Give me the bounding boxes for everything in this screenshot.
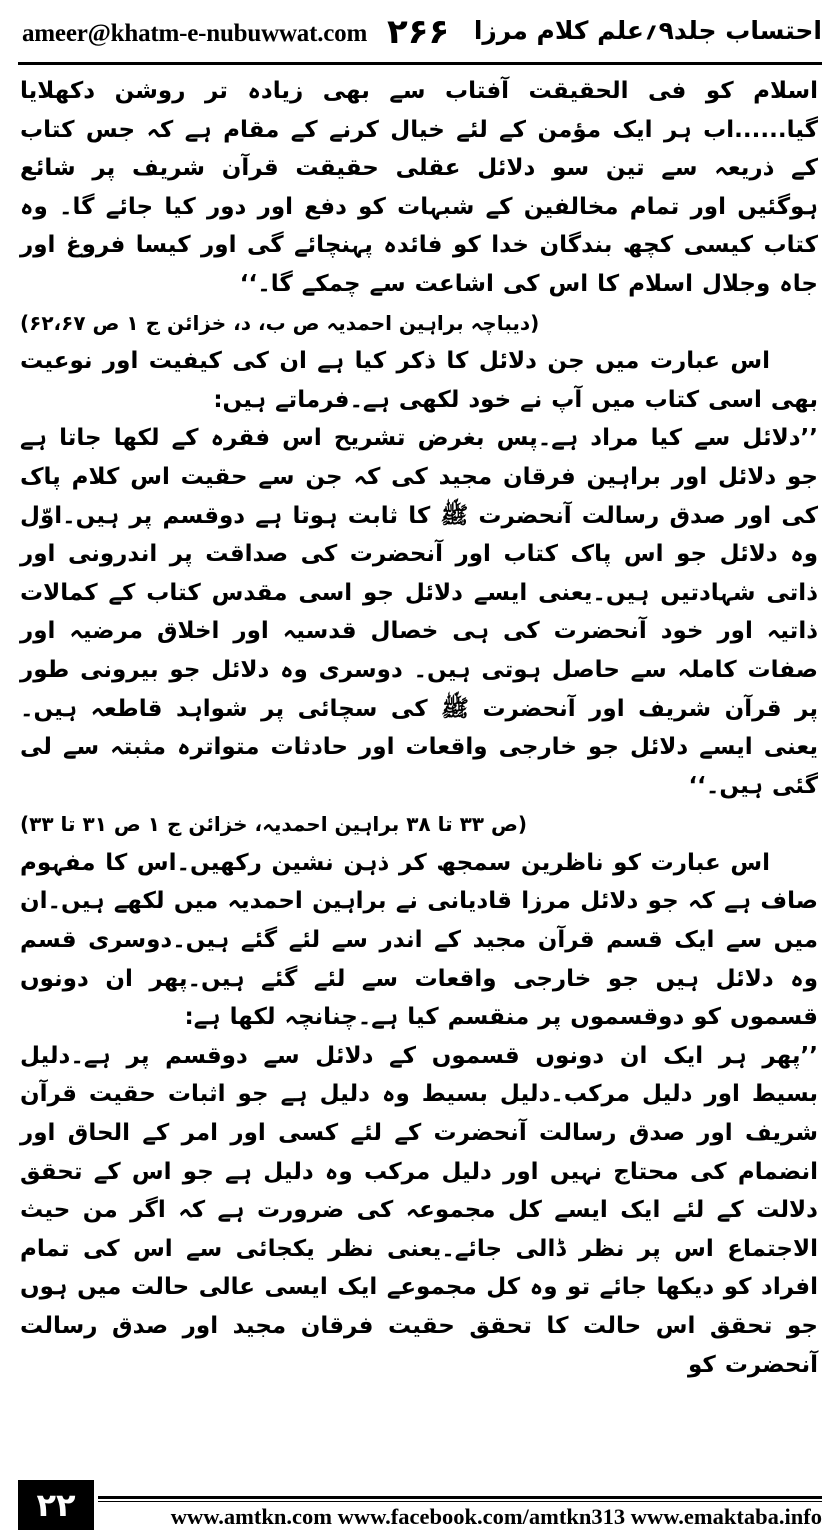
header-book-title: احتساب جلد۹؍علم کلام مرزا: [473, 16, 822, 45]
page-body: [20, 72, 818, 1384]
page-footer: [18, 1480, 822, 1532]
footer-divider: [98, 1496, 822, 1499]
footer-divider-thin: [98, 1501, 822, 1502]
paragraph-quote-end: اسلام کو فی الحقیقت آفتاب سے بھی زیادہ تر روشن دکھلایا گیا......اب ہر ایک مؤمن کے لئے خیال کرنے کے مقام ہے کہ جس کتاب کے ذریعہ سے تین سو دلائل عقلی حقیقت قرآن شریف پر شائع ہوگئیں اور تمام مخالفین کے شبہات کو دفع اور دور کیا جائے گا۔ وہ کتاب کیسی کچھ بندگان خدا کو فائدہ پہنچائے گی اور کیسا فروغ اور جاہ وجلال اسلام کا اس کی اشاعت سے چمکے گا۔‘‘: [20, 78, 818, 297]
paragraph-commentary: اس عبارت کو ناظرین سمجھ کر ذہن نشین رکھیں۔اس کا مفہوم صاف ہے کہ جو دلائل مرزا قادیانی نے براہین احمدیہ میں لکھے ہیں۔ان میں سے ایک قسم قرآن مجید کے اندر سے لئے گئے ہیں۔دوسری قسم وہ دلائل ہیں جو خارجی واقعات سے لئے گئے ہیں۔پھر ان دونوں قسموں کو دوقسموں پر منقسم کیا ہے۔چنانچہ لکھا ہے:: [20, 849, 818, 1031]
reference-citation: (ص ۳۳ تا ۳۸ براہین احمدیہ، خزائن ج ۱ ص ۳۱ تا ۳۳): [20, 812, 528, 837]
reference-citation: (دیباچہ براہین احمدیہ ص ب، د، خزائن ج ۱ ص ۶۲،۶۷): [20, 310, 540, 335]
header-page-number: ۲۶۶: [387, 12, 450, 52]
header-divider: [18, 62, 822, 65]
page-header: [22, 14, 822, 60]
header-email[interactable]: ameer@khatm-e-nubuwwat.com: [22, 20, 368, 47]
paragraph-explanation: اس عبارت میں جن دلائل کا ذکر کیا ہے ان کی کیفیت اور نوعیت بھی اسی کتاب میں آپ نے خود لکھی ہے۔فرماتے ہیں:: [20, 348, 818, 413]
paragraph-quote: ’’پھر ہر ایک ان دونوں قسموں کے دلائل سے دوقسم پر ہے۔دلیل بسیط اور دلیل مرکب۔دلیل بسیط وہ دلیل ہے جو اثبات حقیت قرآن شریف اور صدق رسالت آنحضرت کے لئے کسی اور امر کے الحاق اور انضمام کی محتاج نہیں اور دلیل مرکب وہ دلیل ہے جو اس کے تحقق دلالت کے لئے ایک ایسے کل مجموعہ کی ضرورت ہے کہ اگر من حیث الاجتماع اس پر نظر ڈالی جائے۔یعنی نظر یکجائی سے اس کی تمام افراد کو دیکھا جائے تو وہ کل مجموعے ایک ایسی عالی حالت میں ہوں جو تحقق اس حالت کا تحقق حقیت فرقان مجید اور صدق رسالت آنحضرت کو: [20, 1042, 818, 1378]
paragraph-quote: ’’دلائل سے کیا مراد ہے۔پس بغرض تشریح اس فقرہ کے لکھا جاتا ہے جو دلائل اور براہین فرقان مجید کی کہ جن سے حقیت اس کلام پاک کی اور صدق رسالت آنحضرت ﷺ کا ثابت ہوتا ہے دوقسم پر ہیں۔اوّل وہ دلائل جو اس پاک کتاب اور آنحضرت کی صداقت پر اندرونی اور ذاتی شہادتیں ہیں۔یعنی ایسے دلائل جو اسی مقدس کتاب کے کمالات ذاتیہ اور خود آنحضرت کی ہی خصال قدسیہ اور اخلاق مرضیہ اور صفات کاملہ سے حاصل ہوتی ہیں۔ دوسری وہ دلائل جو بیرونی طور پر قرآن شریف اور آنحضرت ﷺ کی سچائی پر شواہد قاطعہ ہیں۔یعنی ایسے دلائل جو خارجی واقعات اور حادثات متواترہ مثبتہ سے لی گئی ہیں۔‘‘: [20, 425, 818, 799]
footer-page-number: ۲۲: [18, 1480, 94, 1530]
footer-links[interactable]: www.amtkn.com www.facebook.com/amtkn313 www.emaktaba.info: [170, 1504, 822, 1529]
